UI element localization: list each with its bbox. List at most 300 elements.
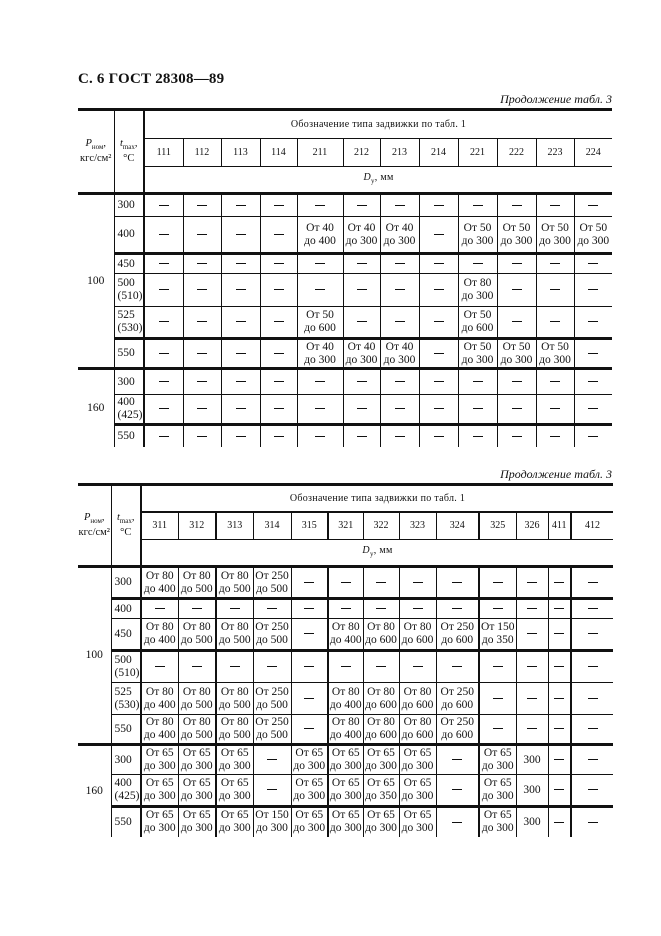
- diameter-range-cell: [380, 254, 419, 274]
- diameter-range-line: От 65: [145, 777, 174, 789]
- diameter-range-line: От 50: [502, 221, 531, 234]
- diameter-range-cell: [380, 395, 419, 425]
- dash-mark: [527, 608, 537, 609]
- valve-type-code-325: [479, 512, 516, 540]
- pressure-symbol: $P_{ном}$,: [85, 137, 107, 152]
- diameter-range-line: От 65: [367, 809, 395, 822]
- diameter-range-cell: [297, 369, 343, 395]
- diameter-range-cell: [178, 651, 216, 683]
- valve-type-group-header: [141, 485, 613, 512]
- table-row: [78, 274, 612, 307]
- diameter-range-line: до 500: [218, 729, 251, 741]
- diameter-range-line: От 50: [502, 340, 531, 353]
- diameter-range-line: до 300: [461, 353, 494, 366]
- diameter-range-cell: [253, 807, 291, 837]
- temperature-value: (510): [114, 667, 140, 679]
- dash-mark: [554, 822, 564, 823]
- diameter-range-line: От 65: [483, 809, 512, 822]
- dash-mark: [236, 353, 246, 354]
- diameter-range-line: От 250: [440, 621, 474, 633]
- valve-type-code: 113: [233, 147, 248, 158]
- diameter-range-line: до 300: [500, 234, 533, 247]
- temperature-value: (510): [117, 290, 143, 302]
- diameter-range-line: От 50: [463, 309, 492, 321]
- diameter-range-line: до 300: [143, 760, 176, 772]
- diameter-range-cell: [216, 715, 253, 745]
- diameter-range-cell: [571, 567, 613, 599]
- dash-mark: [197, 234, 207, 235]
- diameter-range-cell: [144, 307, 183, 339]
- diameter-range-cell: [380, 194, 419, 217]
- diameter-range-cell: [399, 567, 436, 599]
- diameter-range-line: От 40: [385, 221, 414, 234]
- diameter-range-cell: [144, 217, 183, 254]
- header-temperature: [114, 110, 144, 194]
- dash-mark: [550, 381, 560, 382]
- valve-type-code-323: [399, 512, 436, 540]
- dash-mark: [192, 666, 202, 667]
- temperature-value-cell: [111, 567, 141, 599]
- diameter-range-cell: [419, 274, 458, 307]
- diameter-range-cell: [183, 307, 221, 339]
- dash-mark: [452, 822, 462, 823]
- temperature-value: (425): [117, 409, 143, 421]
- diameter-range-line: до 300: [481, 822, 514, 835]
- diameter-range-line: От 40: [306, 221, 334, 234]
- diameter-range-cell: [458, 307, 497, 339]
- valve-type-code: 211: [312, 147, 328, 158]
- dash-mark: [236, 321, 246, 322]
- valve-type-code: 312: [189, 520, 205, 532]
- diameter-range-line: до 300: [539, 353, 571, 366]
- dash-mark: [512, 408, 522, 409]
- dash-mark: [527, 698, 537, 699]
- dash-mark: [588, 205, 598, 206]
- pressure-value: 100: [85, 649, 103, 661]
- header-pressure: [78, 110, 114, 194]
- diameter-range-cell: [297, 217, 343, 254]
- dash-mark: [304, 582, 314, 583]
- header-temperature: [111, 485, 141, 567]
- diameter-range-cell: [221, 307, 260, 339]
- diameter-range-line: до 300: [345, 353, 378, 366]
- diameter-range-cell: [216, 599, 253, 619]
- dash-mark: [434, 408, 444, 409]
- diameter-range-cell: [436, 683, 479, 715]
- diameter-range-cell: [571, 715, 613, 745]
- dash-mark: [512, 263, 522, 264]
- diameter-range-cell: [574, 307, 612, 339]
- diameter-range-line: От 50: [579, 221, 608, 234]
- dash-mark: [588, 633, 598, 634]
- diameter-unit: , мм: [374, 172, 394, 183]
- diameter-range-cell: [574, 369, 612, 395]
- diameter-range-cell: [328, 619, 363, 651]
- dash-mark: [473, 381, 483, 382]
- valve-type-code-321: [328, 512, 363, 540]
- diameter-range-line: От 50: [463, 221, 492, 234]
- diameter-range-line: От 80: [331, 716, 360, 728]
- diameter-range-line: до 300: [481, 790, 514, 802]
- dash-mark: [527, 728, 537, 729]
- valve-type-code: 326: [524, 520, 540, 532]
- diameter-range-cell: [178, 745, 216, 775]
- diameter-range-line: От 65: [182, 809, 211, 822]
- dash-mark: [452, 759, 462, 760]
- diameter-range-cell: [399, 745, 436, 775]
- temperature-symbol: $t_{max}$,: [119, 137, 138, 152]
- diameter-range-cell: [436, 775, 479, 807]
- diameter-range-cell: [183, 194, 221, 217]
- dash-mark: [197, 436, 207, 437]
- diameter-range-cell: [178, 683, 216, 715]
- temperature-value: 400: [117, 228, 135, 240]
- header-row-dy: [78, 540, 613, 567]
- valve-type-code-222: [497, 139, 536, 167]
- table-continuation-label: Продолжение табл. 3: [500, 467, 612, 481]
- dash-mark: [512, 321, 522, 322]
- dash-mark: [554, 608, 564, 609]
- diameter-range-cell: [343, 274, 380, 307]
- diameter-range-cell: [516, 807, 548, 837]
- temperature-value-cell: [114, 395, 144, 425]
- diameter-range-line: до 600: [461, 322, 494, 334]
- diameter-range-cell: [516, 683, 548, 715]
- temperature-value-cell: [114, 274, 144, 307]
- diameter-range-line: до 400: [143, 729, 176, 741]
- pressure-symbol-letter: P: [83, 511, 91, 523]
- diameter-range-line: От 80: [403, 685, 432, 698]
- temperature-unit: °C: [123, 153, 135, 165]
- diameter-range-cell: [141, 715, 178, 745]
- diameter-range-line: От 80: [182, 569, 211, 582]
- dash-mark: [357, 381, 367, 382]
- dash-mark: [236, 205, 246, 206]
- diameter-range-cell: [436, 567, 479, 599]
- diameter-range-cell: [328, 745, 363, 775]
- diameter-range-cell: [571, 619, 613, 651]
- diameter-range-line: до 300: [180, 822, 213, 835]
- dash-mark: [395, 289, 405, 290]
- dash-mark: [588, 759, 598, 760]
- diameter-range-cell: [536, 307, 574, 339]
- diameter-range-cell: [548, 619, 571, 651]
- diameter-range-line: От 65: [295, 809, 324, 822]
- diameter-range-cell: [183, 425, 221, 447]
- diameter-range-cell: [516, 715, 548, 745]
- diameter-range-cell: [260, 307, 297, 339]
- diameter-range-line: От 250: [255, 569, 289, 582]
- diameter-range-line: до 350: [481, 634, 514, 646]
- dash-mark: [395, 263, 405, 264]
- table-1-body: [78, 110, 612, 447]
- valve-type-code-112: [183, 139, 221, 167]
- diameter-range-cell: [260, 274, 297, 307]
- diameter-range-cell: [363, 745, 399, 775]
- diameter-range-cell: [343, 254, 380, 274]
- dash-mark: [274, 205, 284, 206]
- diameter-range-cell: [571, 683, 613, 715]
- temperature-value-cell: [111, 715, 141, 745]
- diameter-range-cell: [216, 807, 253, 837]
- dash-mark: [413, 608, 423, 609]
- diameter-range-cell: [380, 369, 419, 395]
- diameter-range-cell: [216, 619, 253, 651]
- valve-type-code: 325: [490, 520, 506, 532]
- diameter-range-line: От 80: [182, 685, 211, 698]
- dash-mark: [357, 263, 367, 264]
- diameter-range-line: до 300: [461, 290, 494, 302]
- diameter-range-line: 300: [523, 815, 541, 828]
- diameter-range-line: От 80: [463, 277, 492, 289]
- valve-type-code-313: [216, 512, 253, 540]
- dash-mark: [159, 234, 169, 235]
- dash-mark: [236, 234, 246, 235]
- diameter-range-cell: [253, 745, 291, 775]
- dash-mark: [236, 381, 246, 382]
- dash-mark: [159, 263, 169, 264]
- diameter-range-cell: [178, 807, 216, 837]
- table-row: [78, 254, 612, 274]
- dash-mark: [434, 263, 444, 264]
- diameter-range-cell: [548, 715, 571, 745]
- valve-type-code: 224: [585, 147, 601, 158]
- diameter-range-cell: [536, 194, 574, 217]
- diameter-range-line: до 600: [401, 698, 434, 711]
- diameter-range-line: От 80: [182, 621, 211, 633]
- diameter-range-line: до 300: [383, 353, 416, 366]
- dash-mark: [452, 666, 462, 667]
- diameter-range-cell: [343, 307, 380, 339]
- diameter-range-cell: [216, 745, 253, 775]
- dash-mark: [357, 205, 367, 206]
- dash-mark: [395, 408, 405, 409]
- temperature-value: 550: [117, 347, 135, 359]
- temperature-value: 400: [114, 602, 132, 615]
- valve-type-code-212: [343, 139, 380, 167]
- dash-mark: [434, 381, 444, 382]
- diameter-range-line: От 250: [255, 685, 289, 698]
- table-row: [78, 425, 612, 447]
- diameter-range-line: От 80: [182, 716, 211, 728]
- pressure-value: 160: [85, 784, 103, 797]
- diameter-range-cell: [141, 599, 178, 619]
- diameter-range-line: до 300: [218, 760, 251, 772]
- dash-mark: [588, 822, 598, 823]
- diameter-range-cell: [479, 651, 516, 683]
- diameter-range-cell: [363, 619, 399, 651]
- diameter-range-cell: [497, 425, 536, 447]
- dash-mark: [315, 263, 325, 264]
- header-row-group: [78, 110, 612, 139]
- temperature-symbol-letter: t: [119, 137, 123, 149]
- diameter-range-cell: [497, 339, 536, 369]
- diameter-range-cell: [221, 425, 260, 447]
- dash-mark: [236, 263, 246, 264]
- diameter-range-cell: [548, 745, 571, 775]
- diameter-range-cell: [144, 194, 183, 217]
- dash-mark: [197, 381, 207, 382]
- dash-mark: [434, 205, 444, 206]
- diameter-range-line: до 300: [539, 234, 571, 247]
- diameter-range-line: до 300: [218, 790, 251, 802]
- diameter-range-line: От 80: [403, 716, 432, 728]
- table-row: [78, 567, 613, 599]
- diameter-range-cell: [253, 651, 291, 683]
- diameter-range-line: до 500: [218, 582, 251, 595]
- valve-type-code: 311: [152, 520, 168, 532]
- diameter-range-line: От 50: [541, 221, 569, 234]
- dash-mark: [341, 666, 351, 667]
- diameter-range-line: до 300: [577, 234, 610, 247]
- diameter-range-line: От 150: [481, 621, 515, 633]
- diameter-range-cell: [458, 274, 497, 307]
- diameter-range-line: От 65: [182, 747, 211, 759]
- dash-mark: [512, 205, 522, 206]
- diameter-range-cell: [343, 194, 380, 217]
- dash-mark: [274, 234, 284, 235]
- diameter-range-cell: [183, 274, 221, 307]
- dash-mark: [550, 408, 560, 409]
- dash-mark: [395, 381, 405, 382]
- valve-type-code-223: [536, 139, 574, 167]
- dash-mark: [588, 263, 598, 264]
- diameter-range-cell: [436, 745, 479, 775]
- diameter-range-cell: [516, 651, 548, 683]
- dash-mark: [274, 408, 284, 409]
- dash-mark: [588, 582, 598, 583]
- valve-type-code: 222: [509, 147, 524, 158]
- dash-mark: [197, 353, 207, 354]
- dash-mark: [159, 353, 169, 354]
- dash-mark: [588, 789, 598, 790]
- diameter-range-cell: [260, 217, 297, 254]
- diameter-range-line: до 500: [180, 729, 213, 741]
- valve-type-code: 214: [431, 147, 446, 158]
- valve-type-code: 412: [585, 520, 601, 532]
- diameter-range-line: От 80: [220, 685, 249, 698]
- diameter-range-line: От 50: [306, 309, 334, 321]
- diameter-range-line: От 65: [145, 747, 174, 759]
- dash-mark: [550, 263, 560, 264]
- diameter-range-cell: [571, 745, 613, 775]
- diameter-range-cell: [536, 254, 574, 274]
- valve-type-code: 111: [156, 147, 171, 158]
- temperature-value: 400: [117, 396, 135, 408]
- valve-type-code: 313: [227, 520, 243, 532]
- valve-type-code: 114: [271, 147, 286, 158]
- dash-mark: [155, 608, 165, 609]
- diameter-range-cell: [141, 651, 178, 683]
- diameter-range-line: до 500: [256, 729, 288, 741]
- dash-mark: [512, 289, 522, 290]
- diameter-range-cell: [479, 619, 516, 651]
- diameter-range-cell: [399, 683, 436, 715]
- valve-type-code-324: [436, 512, 479, 540]
- valve-type-code-111: [144, 139, 183, 167]
- temperature-symbol-letter: t: [116, 511, 120, 523]
- dash-mark: [315, 205, 325, 206]
- diameter-range-line: От 250: [440, 716, 474, 728]
- diameter-range-line: От 50: [541, 340, 569, 353]
- temperature-value: 550: [117, 429, 135, 442]
- dash-mark: [588, 321, 598, 322]
- diameter-range-cell: [144, 274, 183, 307]
- diameter-range-cell: [291, 745, 328, 775]
- diameter-range-line: до 500: [218, 634, 251, 646]
- diameter-range-cell: [253, 775, 291, 807]
- dash-mark: [274, 289, 284, 290]
- table-row: [78, 217, 612, 254]
- diameter-range-cell: [458, 369, 497, 395]
- diameter-range-cell: [260, 369, 297, 395]
- dash-mark: [267, 789, 277, 790]
- diameter-range-line: до 350: [365, 790, 397, 802]
- diameter-range-line: От 65: [483, 747, 512, 759]
- diameter-range-line: 300: [523, 753, 541, 766]
- dash-mark: [304, 728, 314, 729]
- dash-mark: [159, 289, 169, 290]
- diameter-range-line: до 400: [329, 634, 362, 646]
- diameter-range-line: От 80: [403, 621, 432, 633]
- temperature-value-cell: [114, 339, 144, 369]
- diameter-range-cell: [260, 425, 297, 447]
- table-row: [78, 395, 612, 425]
- dash-mark: [304, 608, 314, 609]
- dash-mark: [452, 789, 462, 790]
- diameter-range-line: От 65: [403, 747, 432, 759]
- dash-mark: [236, 408, 246, 409]
- header-row-codes: [78, 512, 613, 540]
- diameter-range-line: до 500: [256, 634, 288, 646]
- diameter-range-cell: [221, 194, 260, 217]
- temperature-value: (530): [114, 698, 140, 711]
- dash-mark: [413, 666, 423, 667]
- diameter-range-cell: [516, 775, 548, 807]
- page-title: С. 6 ГОСТ 28308—89: [78, 71, 225, 87]
- diameter-range-line: От 65: [331, 809, 360, 822]
- dash-mark: [357, 408, 367, 409]
- diameter-range-line: до 500: [180, 582, 213, 595]
- valve-table-2: [78, 483, 613, 837]
- diameter-symbol-subscript: у: [369, 550, 374, 558]
- diameter-range-line: От 80: [145, 621, 174, 633]
- dash-mark: [357, 436, 367, 437]
- diameter-range-cell: [419, 254, 458, 274]
- diameter-range-cell: [479, 807, 516, 837]
- diameter-range-line: От 80: [331, 621, 360, 633]
- dash-mark: [452, 608, 462, 609]
- dash-mark: [304, 633, 314, 634]
- diameter-range-line: до 300: [293, 822, 326, 835]
- valve-type-group-header: [144, 110, 612, 139]
- valve-type-code: 411: [551, 520, 567, 532]
- pressure-value-cell: [78, 194, 114, 369]
- dash-mark: [588, 666, 598, 667]
- valve-type-code: 324: [449, 520, 465, 532]
- diameter-range-cell: [260, 254, 297, 274]
- diameter-range-cell: [183, 339, 221, 369]
- dash-mark: [315, 289, 325, 290]
- pressure-value-cell: [78, 567, 111, 745]
- valve-type-code: 221: [470, 147, 485, 158]
- diameter-range-cell: [419, 307, 458, 339]
- valve-type-group-title: Обозначение типа задвижки по табл. 1: [290, 119, 467, 130]
- dash-mark: [274, 436, 284, 437]
- dash-mark: [315, 381, 325, 382]
- dash-mark: [550, 321, 560, 322]
- diameter-range-cell: [178, 619, 216, 651]
